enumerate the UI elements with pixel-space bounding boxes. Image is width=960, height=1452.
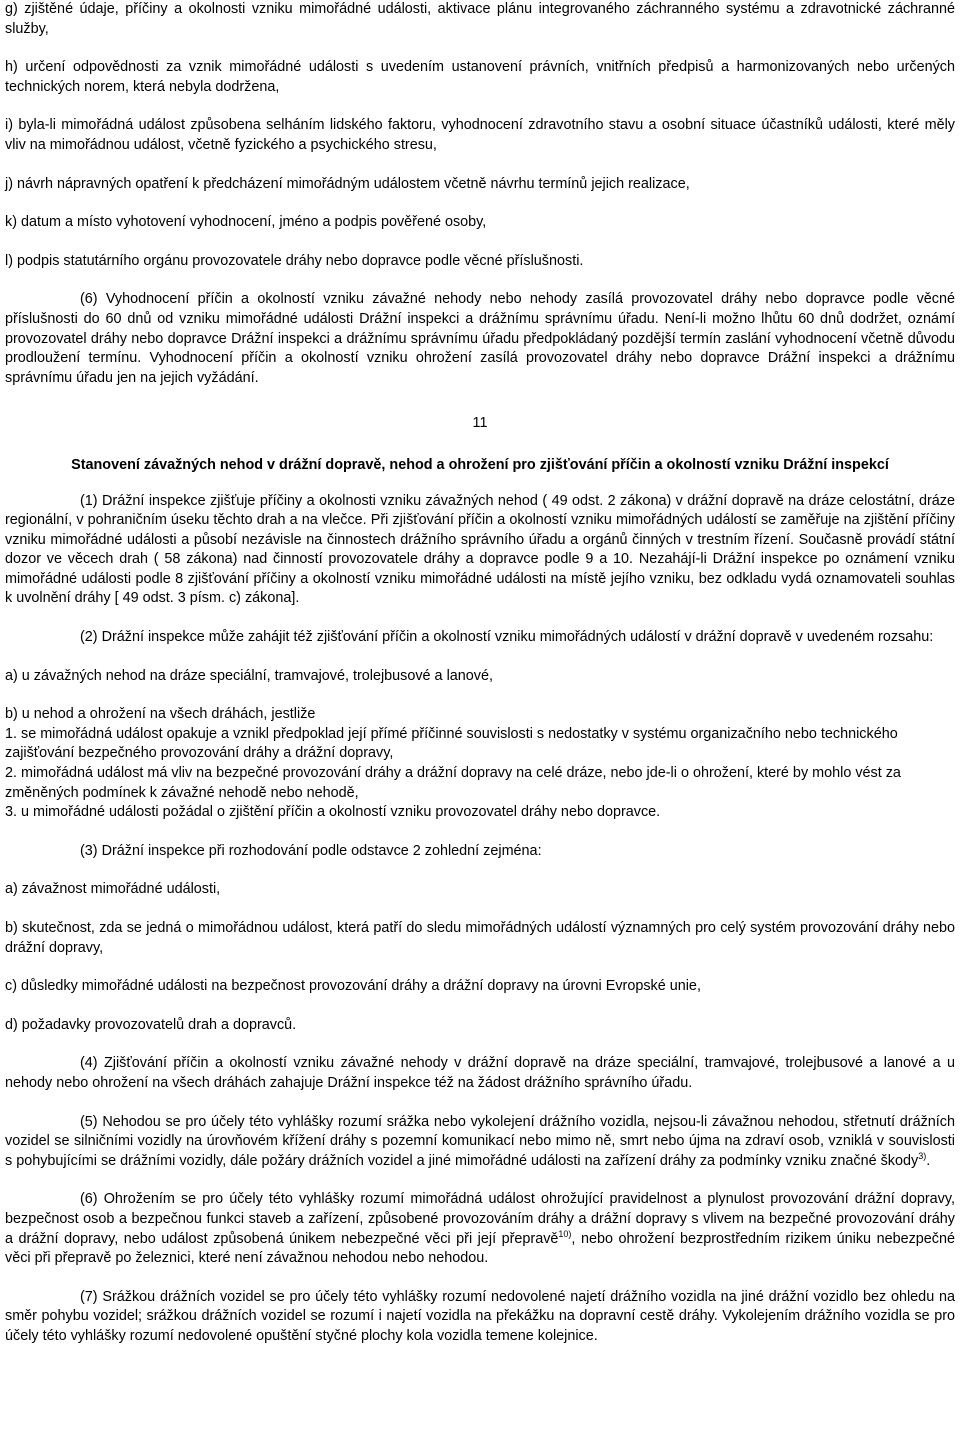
- section-paragraph-2: (2) Drážní inspekce může zahájit též zjišťování příčin a okolností vzniku mimořádných událostí v drážní dopravě v uvedeném rozsahu:: [80, 629, 934, 646]
- section-paragraph-7: (7) Srážkou drážních vozidel se pro účely této vyhlášky rozumí nedovolené najetí drážního vozidla na jiné drážní vozidlo bez ohledu na směr pohybu vozidel; srážkou drážních vozidel se rozumí i najetí vozidla na překážku na dopravní cestě dráhy. Vykolejením drážního vozidla se pro účely této vyhlášky rozumí nedovolené opuštění styčné plochy kola vozidla temene kolejnice.: [5, 1288, 955, 1344]
- section-title: Stanovení závažných nehod v drážní dopravě, nehod a ohrožení pro zjišťování příčin a okolností vzniku Drážní inspekcí: [71, 456, 889, 473]
- section-paragraph-3: (3) Drážní inspekce při rozhodování podle odstavce 2 zohlední zejména:: [80, 842, 542, 859]
- section-paragraph-2b-intro: b) u nehod a ohrožení na všech dráhách, jestliže: [5, 706, 316, 723]
- section-paragraph-3b: b) skutečnost, zda se jedná o mimořádnou událost, která patří do sledu mimořádných událostí významných pro celý systém provozování dráhy nebo drážní dopravy,: [5, 920, 955, 956]
- section-paragraph-2b-1: 1. se mimořádná událost opakuje a vznikl předpoklad její přímé příčinné souvislosti s nedostatky v systému organizačního nebo technického zajišťování bezpečného provozování dráhy a drážní dopravy,: [5, 725, 898, 762]
- section-paragraph-3a: a) závažnost mimořádné události,: [5, 881, 221, 898]
- footnote-ref-3: 3): [918, 1150, 927, 1161]
- section-paragraph-2b: [5, 705, 955, 823]
- document-page: [5, 0, 955, 1366]
- item-j: j) návrh nápravných opatření k předcházení mimořádným událostem včetně návrhu termínů jejich realizace,: [5, 175, 690, 192]
- section-paragraph-2b-3: 3. u mimořádné události požádal o zjištění příčin a okolností vzniku provozovatel dráhy nebo dopravce.: [5, 804, 661, 821]
- item-l: l) podpis statutárního orgánu provozovatele dráhy nebo dopravce podle věcné příslušnosti.: [5, 252, 584, 269]
- section-paragraph-6: (6) Ohrožením se pro účely této vyhlášky rozumí mimořádná událost ohrožující pravidelnost a plynulost provozování drážní dopravy, bezpečnost osob a bezpečnou funkci staveb a zařízení, způsobené provozováním dráhy a drážní dopravy s vlivem na bezpečné provozování dráhy a drážní dopravy, nebo událost způsobená únikem nebezpečné věci při její přepravě$^{10)}$, nebo ohrožení bezprostředním rizikem úniku nebezpečné věci při přepravě po železnici, které není závažnou nehodou nebo nehodou.: [5, 1191, 956, 1267]
- item-k: k) datum a místo vyhotovení vyhodnocení, jméno a podpis pověřené osoby,: [5, 214, 487, 231]
- section-paragraph-3c: c) důsledky mimořádné události na bezpečnost provozování dráhy a drážní dopravy na úrovni Evropské unie,: [5, 978, 701, 995]
- section-paragraph-1: (1) Drážní inspekce zjišťuje příčiny a okolnosti vzniku závažných nehod ( 49 odst. 2 zákona) v drážní dopravě na dráze celostátní, dráze regionální, v pohraničním úseku těchto drah a na vlečce. Při zjišťování příčin a okolností vzniku mimořádných událostí se zaměřuje na zjištění příčiny vzniku mimořádné události a působí nezávisle na činnostech drážního správního úřadu a orgánů činných v trestním řízení. Současně provádí státní dozor ve věcech drah ( 58 zákona) nad činností provozovatele dráhy a dopravce podle 9 a 10. Nezahájí-li Drážní inspekce po oznámení vzniku mimořádné události podle 8 zjišťování příčiny a okolností vzniku mimořádné události na místě jejího vzniku, bez odkladu vydá oznamovateli souhlas k uvolnění dráhy [ 49 odst. 3 písm. c) zákona].: [5, 492, 955, 607]
- section-paragraph-2a: a) u závažných nehod na dráze speciální, tramvajové, trolejbusové a lanové,: [5, 667, 493, 684]
- section-paragraph-2b-2: 2. mimořádná událost má vliv na bezpečné provozování dráhy a drážní dopravy na celé dráze, nebo jde-li o ohrožení, které by mohlo vést za změněných podmínek k závažné nehodě nebo nehodě,: [5, 765, 901, 801]
- section-paragraph-3d: d) požadavky provozovatelů drah a dopravců.: [5, 1016, 297, 1033]
- section-paragraph-5: (5) Nehodou se pro účely této vyhlášky rozumí srážka nebo vykolejení drážního vozidla, nejsou-li závažnou nehodou, střetnutí drážních vozidel se silničními vozidly na úrovňovém křížení dráhy s pozemní komunikací nebo mimo ně, smrt nebo újma na zdraví osob, vzniklá v souvislosti s pohybujícími se drážními vozidly, dále požáry drážních vozidel a jiné mimořádné události na zařízení dráhy za podmínky vzniku značné škody$^{3)}$.: [5, 1113, 955, 1169]
- paragraph-6: (6) Vyhodnocení příčin a okolností vzniku závažné nehody nebo nehody zasílá provozovatel dráhy nebo dopravce podle věcné příslušnosti do 60 dnů od vzniku mimořádné události Drážní inspekci a drážnímu správnímu úřadu. Není-li možno lhůtu 60 dnů dodržet, oznámí provozovatel dráhy nebo dopravce Drážní inspekci a drážnímu správnímu úřadu předpokládaný pozdější termín zaslání vyhodnocení včetně důvodu prodloužení termínu. Vyhodnocení příčin a okolností vzniku ohrožení zasílá provozovatel dráhy nebo dopravce Drážní inspekci a drážnímu správnímu úřadu jen na jejich vyžádání.: [5, 291, 955, 386]
- item-g: g) zjištěné údaje, příčiny a okolnosti vzniku mimořádné události, aktivace plánu integrovaného záchranného systému a zdravotnické záchranné služby,: [5, 1, 955, 37]
- footnote-ref-10: 10): [558, 1228, 572, 1239]
- section-number: 11: [472, 415, 488, 432]
- item-i: i) byla-li mimořádná událost způsobena selháním lidského faktoru, vyhodnocení zdravotního stavu a osobní situace účastníků události, které měly vliv na mimořádnou událost, včetně fyzického a psychického stresu,: [5, 117, 955, 153]
- section-paragraph-4: (4) Zjišťování příčin a okolností vzniku závažné nehody v drážní dopravě na dráze speciální, tramvajové, trolejbusové a lanové a u nehody nebo ohrožení na všech dráhách zahajuje Drážní inspekce též na žádost drážního správního úřadu.: [5, 1055, 955, 1091]
- item-h: h) určení odpovědnosti za vznik mimořádné události s uvedením ustanovení právních, vnitřních předpisů a harmonizovaných nebo určených technických norem, která nebyla dodržena,: [5, 59, 955, 95]
